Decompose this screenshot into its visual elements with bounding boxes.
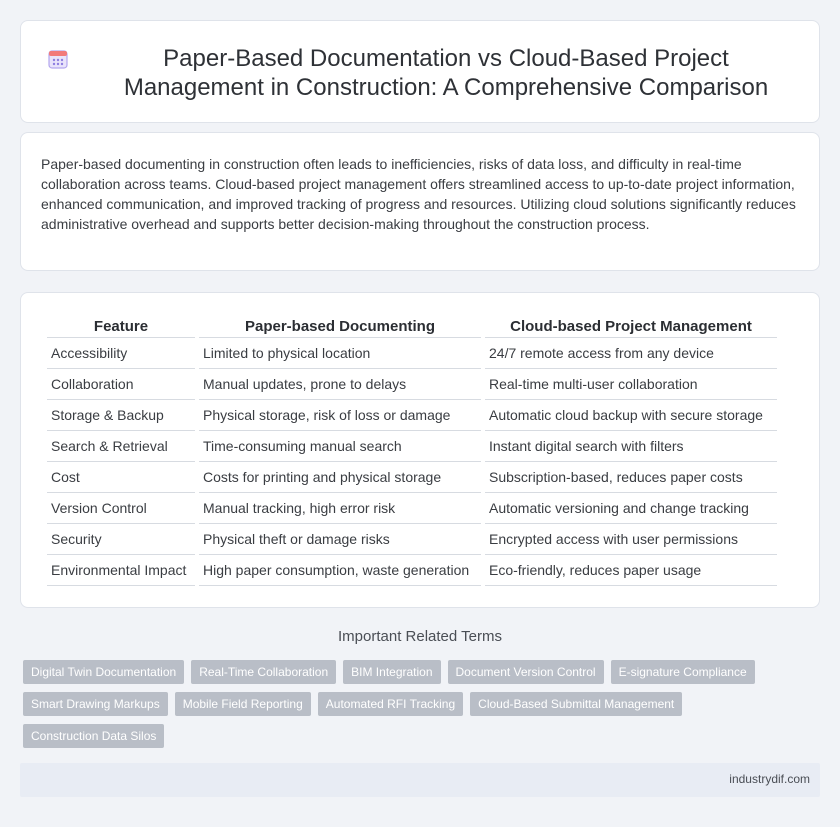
cloud-cell: Automatic versioning and change tracking — [485, 493, 777, 524]
related-term-tag[interactable]: Digital Twin Documentation — [23, 660, 184, 684]
related-term-tag[interactable]: BIM Integration — [343, 660, 440, 684]
related-term-tag[interactable]: Automated RFI Tracking — [318, 692, 463, 716]
related-term-tag[interactable]: E-signature Compliance — [611, 660, 755, 684]
cloud-cell: Eco-friendly, reduces paper usage — [485, 555, 777, 586]
cloud-cell: 24/7 remote access from any device — [485, 338, 777, 369]
header-card — [20, 20, 820, 123]
cloud-cell: Instant digital search with filters — [485, 431, 777, 462]
paper-cell: Time-consuming manual search — [199, 431, 481, 462]
summary-card — [20, 132, 820, 271]
column-header-feature: Feature — [47, 316, 195, 338]
comparison-table — [43, 316, 781, 586]
table-row — [47, 555, 777, 586]
site-name[interactable]: industrydif.com — [729, 772, 810, 786]
column-header-paper: Paper-based Documenting — [199, 316, 481, 338]
related-terms-heading: Important Related Terms — [338, 628, 502, 645]
cloud-cell: Automatic cloud backup with secure storage — [485, 400, 777, 431]
paper-cell: High paper consumption, waste generation — [199, 555, 481, 586]
table-row — [47, 524, 777, 555]
paper-cell: Manual updates, prone to delays — [199, 369, 481, 400]
related-term-tag[interactable]: Construction Data Silos — [23, 724, 164, 748]
cloud-cell: Real-time multi-user collaboration — [485, 369, 777, 400]
related-terms-list — [23, 660, 783, 748]
page-title: Paper-Based Documentation vs Cloud-Based Project Management in Construction: A Comprehensive Comparison — [123, 45, 769, 101]
table-row — [47, 369, 777, 400]
feature-cell: Search & Retrieval — [47, 431, 195, 462]
table-row — [47, 338, 777, 369]
related-term-tag[interactable]: Cloud-Based Submittal Management — [470, 692, 682, 716]
related-term-tag[interactable]: Mobile Field Reporting — [175, 692, 311, 716]
cloud-cell: Subscription-based, reduces paper costs — [485, 462, 777, 493]
feature-cell: Cost — [47, 462, 195, 493]
feature-cell: Environmental Impact — [47, 555, 195, 586]
comparison-card — [20, 292, 820, 608]
table-header-row — [47, 316, 777, 338]
related-term-tag[interactable]: Real-Time Collaboration — [191, 660, 336, 684]
related-term-tag[interactable]: Document Version Control — [448, 660, 604, 684]
paper-cell: Costs for printing and physical storage — [199, 462, 481, 493]
feature-cell: Security — [47, 524, 195, 555]
footer — [20, 763, 820, 797]
table-row — [47, 431, 777, 462]
feature-cell: Storage & Backup — [47, 400, 195, 431]
paper-cell: Physical theft or damage risks — [199, 524, 481, 555]
paper-cell: Physical storage, risk of loss or damage — [199, 400, 481, 431]
table-row — [47, 400, 777, 431]
column-header-cloud: Cloud-based Project Management — [485, 316, 777, 338]
feature-cell: Version Control — [47, 493, 195, 524]
paper-cell: Manual tracking, high error risk — [199, 493, 481, 524]
paper-cell: Limited to physical location — [199, 338, 481, 369]
table-row — [47, 462, 777, 493]
cloud-cell: Encrypted access with user permissions — [485, 524, 777, 555]
feature-cell: Accessibility — [47, 338, 195, 369]
related-term-tag[interactable]: Smart Drawing Markups — [23, 692, 168, 716]
table-row — [47, 493, 777, 524]
summary-text: Paper-based documenting in construction often leads to inefficiencies, risks of data loss, and difficulty in real-time collaboration across teams. Cloud-based project management offers streamlined access to up-to-date project information, enhanced communication, and improved tracking of progress and resources. Utilizing cloud solutions significantly reduces administrative overhead and supports better decision-making throughout the construction process. — [41, 156, 796, 232]
feature-cell: Collaboration — [47, 369, 195, 400]
